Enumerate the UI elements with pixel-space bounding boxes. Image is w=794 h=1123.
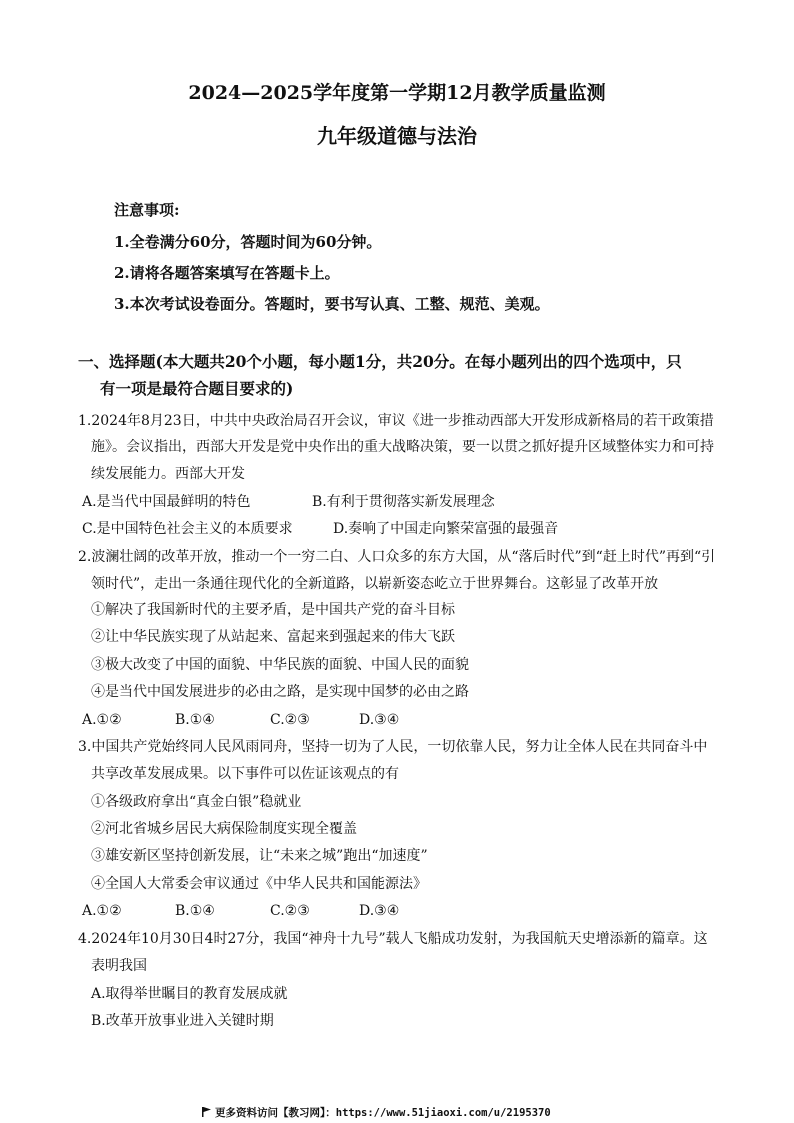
question-text: 续发展能力。西部大开发 <box>91 466 245 482</box>
flag-icon <box>202 1107 211 1117</box>
exam-subtitle: 九年级道德与法治 <box>317 124 477 148</box>
option: B.有利于贯彻落实新发展理念 <box>312 494 495 510</box>
notice-item: 1.全卷满分60分，答题时间为60分钟。 <box>114 233 382 251</box>
question-text: 施》。会议指出，西部大开发是党中央作出的重大战略决策，要一以贯之抓好提升区域整体实力和可持 <box>91 439 714 455</box>
option: C.②③ <box>270 712 310 728</box>
option: C.是中国特色社会主义的本质要求 <box>82 521 293 537</box>
statement: ③极大改变了中国的面貌、中华民族的面貌、中国人民的面貌 <box>91 657 469 673</box>
option: B.①④ <box>175 712 215 728</box>
question-text: 2.波澜壮阔的改革开放，推动一个一穷二白、人口众多的东方大国，从“落后时代”到“赶上时代”再到“引 <box>78 549 716 565</box>
option: D.③④ <box>359 712 400 728</box>
section-heading: 一、选择题(本大题共20个小题，每小题1分，共20分。在每小题列出的四个选项中，只 <box>78 352 682 371</box>
notice-item: 2.请将各题答案填写在答题卡上。 <box>114 264 340 282</box>
statement: ③雄安新区坚持创新发展，让“未来之城”跑出“加速度” <box>91 848 428 864</box>
option: A.①② <box>82 903 122 919</box>
option: A.是当代中国最鲜明的特色 <box>82 494 251 510</box>
statement: ①解决了我国新时代的主要矛盾，是中国共产党的奋斗目标 <box>91 602 455 618</box>
notice-item: 3.本次考试设卷面分。答题时，要书写认真、工整、规范、美观。 <box>114 295 550 313</box>
question-text: 共享改革发展成果。以下事件可以佐证该观点的有 <box>91 766 399 782</box>
footer-link[interactable] <box>202 1105 551 1120</box>
question-text: 表明我国 <box>91 958 147 974</box>
option: B.改革开放事业进入关键时期 <box>91 1013 274 1029</box>
statement: ②让中华民族实现了从站起来、富起来到强起来的伟大飞跃 <box>91 629 455 645</box>
statement: ①各级政府拿出“真金白银”稳就业 <box>91 794 302 810</box>
option: C.②③ <box>270 903 310 919</box>
section-heading-cont: 有一项是最符合题目要求的) <box>100 379 294 398</box>
option: D.③④ <box>359 903 400 919</box>
question-text: 3.中国共产党始终同人民风雨同舟，坚持一切为了人民，一切依靠人民，努力让全体人民在共同奋斗中 <box>78 739 708 755</box>
statement: ②河北省城乡居民大病保险制度实现全覆盖 <box>91 821 357 837</box>
option: A.取得举世瞩目的教育发展成就 <box>91 986 288 1002</box>
statement: ④全国人大常委会审议通过《中华人民共和国能源法》 <box>91 876 427 892</box>
question-text: 1.2024年8月23日，中共中央政治局召开会议，审议《进一步推动西部大开发形成新格局的若干政策措 <box>78 413 714 429</box>
exam-title: 2024—2025学年度第一学期12月教学质量监测 <box>188 82 606 104</box>
question-text: 领时代”，走出一条通往现代化的全新道路，以崭新姿态屹立于世界舞台。这彰显了改革开放 <box>91 576 659 592</box>
option: A.①② <box>82 712 122 728</box>
question-text: 4.2024年10月30日4时27分，我国“神舟十九号”载人飞船成功发射，为我国航天史增添新的篇章。这 <box>78 931 708 947</box>
statement: ④是当代中国发展进步的必由之路，是实现中国梦的必由之路 <box>91 684 469 700</box>
option: D.奏响了中国走向繁荣富强的最强音 <box>333 521 559 537</box>
footer-text: 更多资料访问【教习网】：https://www.51jiaoxi.com/u/2195370 <box>215 1107 551 1119</box>
notice-heading: 注意事项: <box>114 201 180 219</box>
option: B.①④ <box>175 903 215 919</box>
